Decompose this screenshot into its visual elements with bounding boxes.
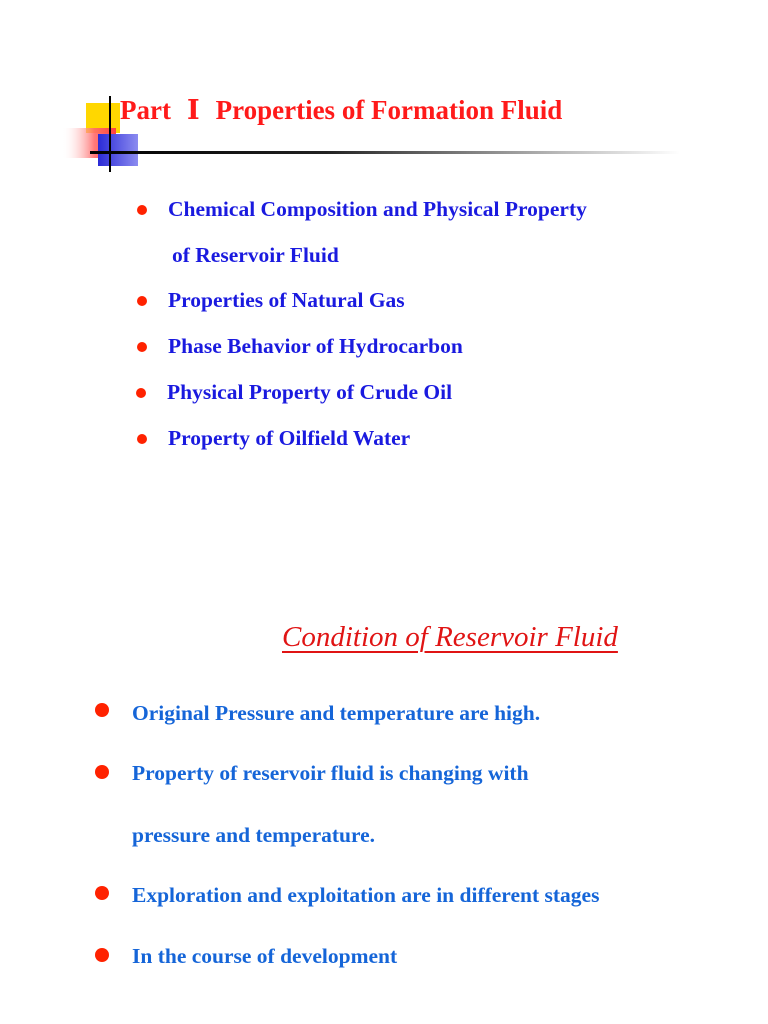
condition-item: In the course of development xyxy=(132,944,398,968)
topic-item: Properties of Natural Gas xyxy=(168,288,405,312)
topic-item: Chemical Composition and Physical Property xyxy=(168,197,587,221)
title-part-number: Ⅰ xyxy=(186,95,200,125)
section-title: Condition of Reservoir Fluid xyxy=(282,621,618,653)
condition-item: Exploration and exploitation are in different stages xyxy=(132,883,600,907)
topic-item-continuation: of Reservoir Fluid xyxy=(172,243,339,267)
title-heading: Properties of Formation Fluid xyxy=(215,95,563,125)
topic-item: Physical Property of Crude Oil xyxy=(167,380,453,404)
slide-title xyxy=(120,90,562,130)
deco-blue-square xyxy=(98,134,138,166)
bullet-dot xyxy=(137,434,147,444)
title-underline-rule xyxy=(90,151,680,154)
topic-item: Property of Oilfield Water xyxy=(168,426,411,450)
bullet-dot xyxy=(95,703,109,717)
topic-item: Phase Behavior of Hydrocarbon xyxy=(168,334,463,358)
bullet-dot xyxy=(137,342,147,352)
bullet-dot xyxy=(95,948,109,962)
bullet-dot xyxy=(136,388,146,398)
condition-item: Property of reservoir fluid is changing with xyxy=(132,761,529,785)
bullet-dot xyxy=(95,886,109,900)
condition-item: Original Pressure and temperature are high. xyxy=(132,701,541,725)
condition-item-continuation: pressure and temperature. xyxy=(132,823,376,847)
deco-vertical-line xyxy=(109,96,111,172)
bullet-dot xyxy=(95,765,109,779)
title-part-label: Part xyxy=(120,95,171,125)
bullet-dot xyxy=(137,296,147,306)
bullet-dot xyxy=(137,205,147,215)
